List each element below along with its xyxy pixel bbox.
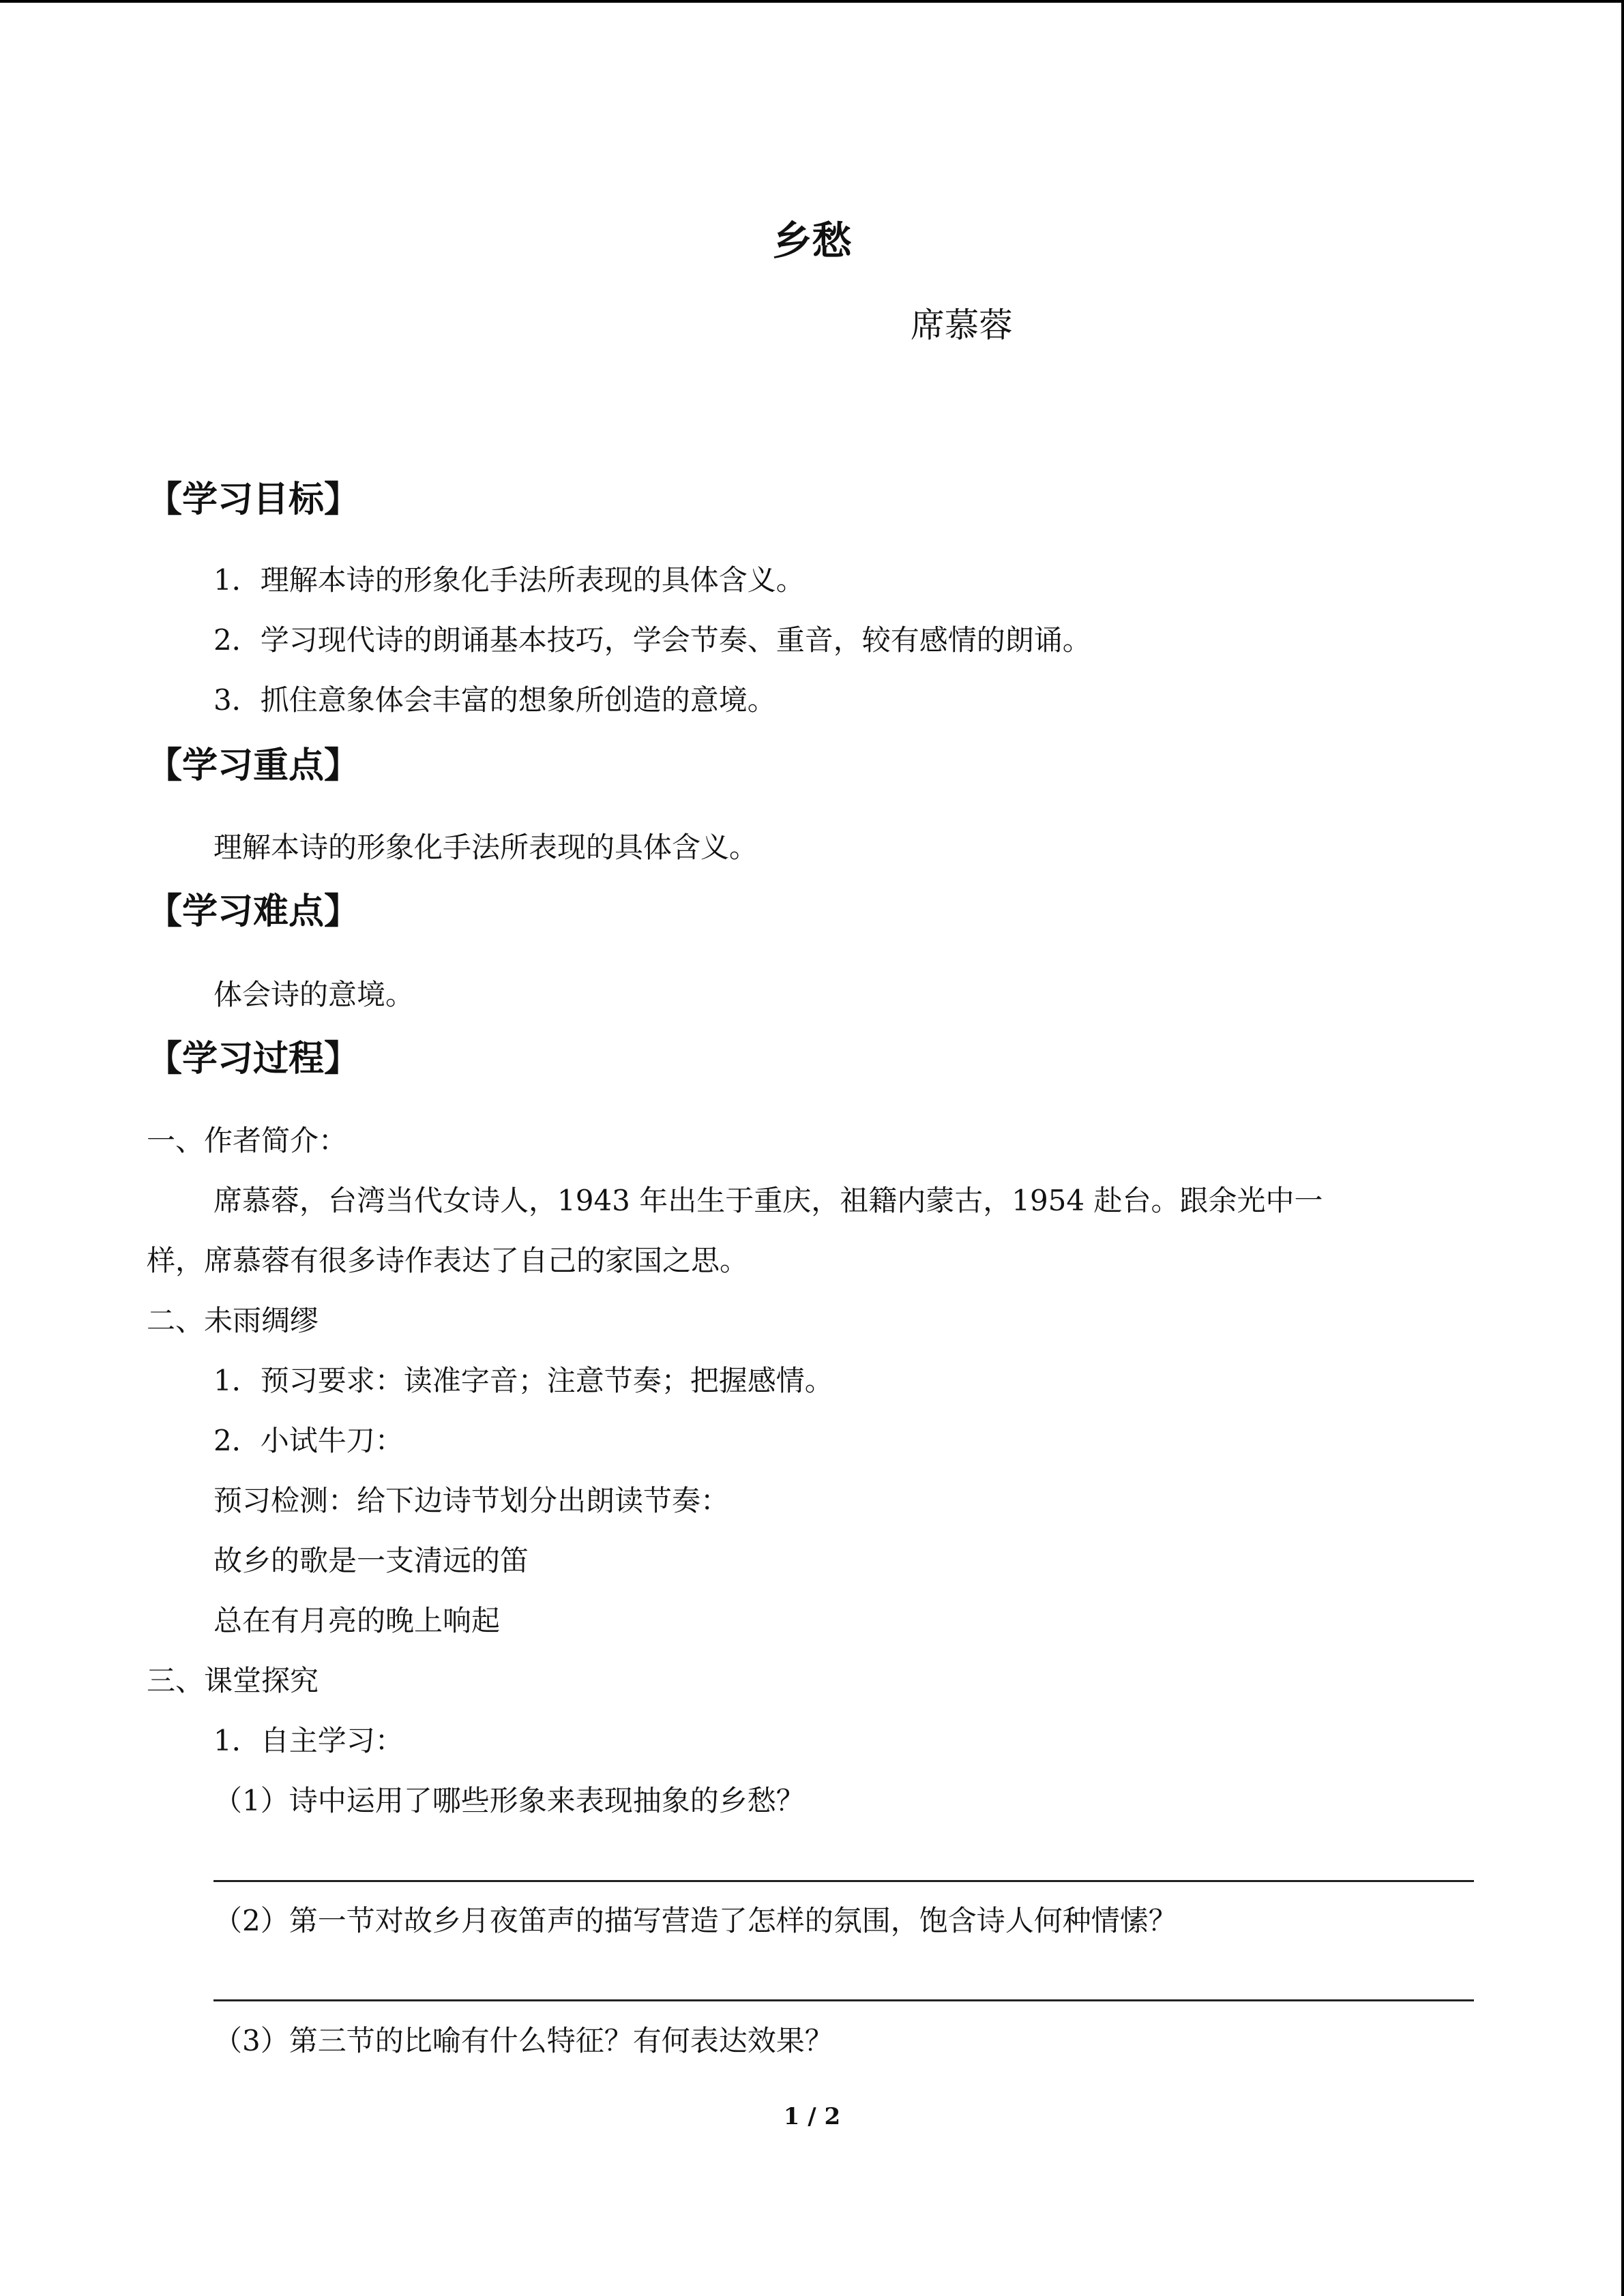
difficulties-text: 体会诗的意境。 bbox=[213, 978, 415, 1011]
preview-item-2: 2．小试牛刀： bbox=[213, 1424, 404, 1457]
question-2: （2）第一节对故乡月夜笛声的描写营造了怎样的氛围，饱含诗人何种情愫？ bbox=[213, 1904, 1177, 1937]
poem-line-1: 故乡的歌是一支清远的笛 bbox=[213, 1544, 529, 1577]
page-border-top bbox=[0, 0, 1624, 3]
document-title: 乡愁 bbox=[772, 218, 852, 264]
heading-objectives: 【学习目标】 bbox=[147, 479, 360, 520]
section-preview-title: 二、未雨绸缪 bbox=[147, 1304, 319, 1337]
heading-difficulties: 【学习难点】 bbox=[147, 891, 360, 932]
page-border-right bbox=[1621, 0, 1624, 2296]
preview-item-3: 预习检测：给下边诗节划分出朗读节奏： bbox=[213, 1484, 730, 1517]
heading-key-points: 【学习重点】 bbox=[147, 745, 360, 786]
objective-item-3: 3．抓住意象体会丰富的想象所创造的意境。 bbox=[213, 683, 776, 717]
question-1: （1）诗中运用了哪些形象来表现抽象的乡愁？ bbox=[213, 1784, 805, 1817]
author-intro-line-2: 样，席慕蓉有很多诗作表达了自己的家国之思。 bbox=[147, 1244, 749, 1277]
answer-line-1[interactable] bbox=[213, 1880, 1474, 1882]
author-name: 席慕蓉 bbox=[911, 305, 1013, 345]
answer-line-2[interactable] bbox=[213, 1999, 1474, 2001]
page-number: 1 / 2 bbox=[783, 2103, 841, 2130]
author-intro-line-1: 席慕蓉，台湾当代女诗人，1943 年出生于重庆，祖籍内蒙古，1954 赴台。跟余光中一 bbox=[213, 1184, 1323, 1217]
section-author-intro-title: 一、作者简介： bbox=[147, 1124, 348, 1157]
key-points-text: 理解本诗的形象化手法所表现的具体含义。 bbox=[213, 831, 758, 864]
question-3: （3）第三节的比喻有什么特征？有何表达效果？ bbox=[213, 2024, 833, 2057]
section-classroom-title: 三、课堂探究 bbox=[147, 1664, 319, 1697]
preview-item-1: 1．预习要求：读准字音；注意节奏；把握感情。 bbox=[213, 1364, 833, 1397]
heading-process: 【学习过程】 bbox=[147, 1039, 360, 1079]
objective-item-2: 2．学习现代诗的朗诵基本技巧，学会节奏、重音，较有感情的朗诵。 bbox=[213, 623, 1091, 657]
poem-line-2: 总在有月亮的晚上响起 bbox=[213, 1604, 501, 1637]
objective-item-1: 1．理解本诗的形象化手法所表现的具体含义。 bbox=[213, 563, 805, 597]
classroom-item-1: 1．自主学习： bbox=[213, 1724, 404, 1757]
